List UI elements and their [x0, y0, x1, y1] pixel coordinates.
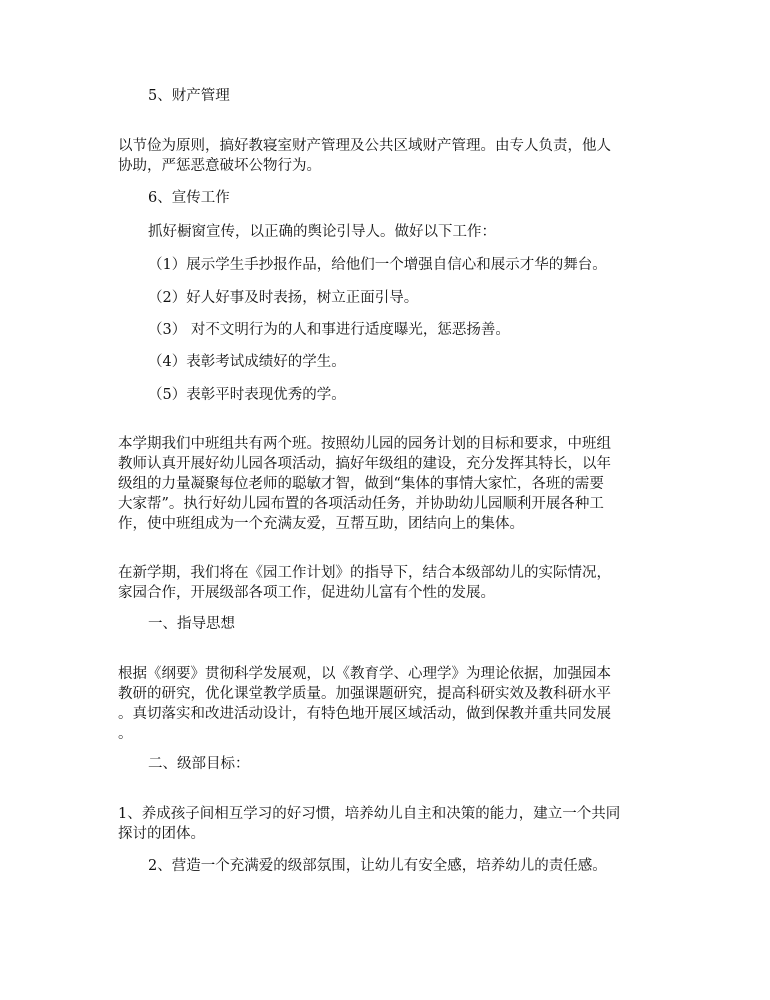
list-item: （4）表彰考试成绩好的学生。 [148, 354, 346, 370]
paragraph-line: 在新学期，我们将在《园工作计划》的指导下，结合本级部幼儿的实际情况， [118, 565, 611, 581]
paragraph-line: 抓好橱窗宣传，以正确的舆论引导人。做好以下工作： [148, 224, 496, 240]
paragraph-line: 。真切落实和改进活动设计，有特色地开展区域活动，做到保教并重共同发展 [118, 706, 611, 722]
paragraph-line: 2、营造一个充满爱的级部氛围，让幼儿有安全感，培养幼儿的责任感。 [148, 858, 607, 874]
paragraph-line: 大家帮”。执行好幼儿园布置的各项活动任务，并协助幼儿园顺利开展各种工 [118, 496, 604, 512]
paragraph-line: 本学期我们中班组共有两个班。按照幼儿园的园务计划的目标和要求，中班组 [118, 436, 611, 452]
paragraph-line: 1、养成孩子间相互学习的好习惯，培养幼儿自主和决策的能力，建立一个共同 [118, 806, 621, 822]
paragraph-line: 作，使中班组成为一个充满友爱，互帮互助，团结向上的集体。 [118, 516, 524, 532]
paragraph-line: 协助，严惩恶意破坏公物行为。 [118, 158, 321, 174]
list-item: （5）表彰平时表现优秀的学。 [148, 387, 346, 403]
paragraph-line: 以节俭为原则，搞好教寝室财产管理及公共区域财产管理。由专人负责，他人 [118, 138, 611, 154]
paragraph-line: 根据《纲要》贯彻科学发展观，以《教育学、心理学》为理论依据，加强园本 [118, 666, 611, 682]
section-heading-5: 5、财产管理 [148, 88, 230, 104]
list-item: （3） 对不文明行为的人和事进行适度曝光，惩恶扬善。 [148, 322, 510, 338]
paragraph-line: 级组的力量凝聚每位老师的聪敏才智，做到“集体的事情大家忙，各班的需要 [118, 476, 604, 492]
paragraph-line: 教师认真开展好幼儿园各项活动，搞好年级组的建设，充分发挥其特长，以年 [118, 456, 611, 472]
paragraph-line: 教研的研究，优化课堂教学质量。加强课题研究，提高科研实效及教科研水平 [118, 686, 611, 702]
paragraph-line: 。 [118, 726, 133, 742]
paragraph-line: 家园合作，开展级部各项工作，促进幼儿富有个性的发展。 [118, 585, 495, 601]
paragraph-line: 探讨的团体。 [118, 826, 205, 842]
section-heading-goals: 二、级部目标： [148, 756, 250, 772]
list-item: （1）展示学生手抄报作品，给他们一个增强自信心和展示才华的舞台。 [148, 257, 607, 273]
list-item: （2）好人好事及时表扬，树立正面引导。 [148, 290, 419, 306]
section-heading-guiding-thought: 一、指导思想 [148, 616, 235, 632]
section-heading-6: 6、宣传工作 [148, 190, 230, 206]
